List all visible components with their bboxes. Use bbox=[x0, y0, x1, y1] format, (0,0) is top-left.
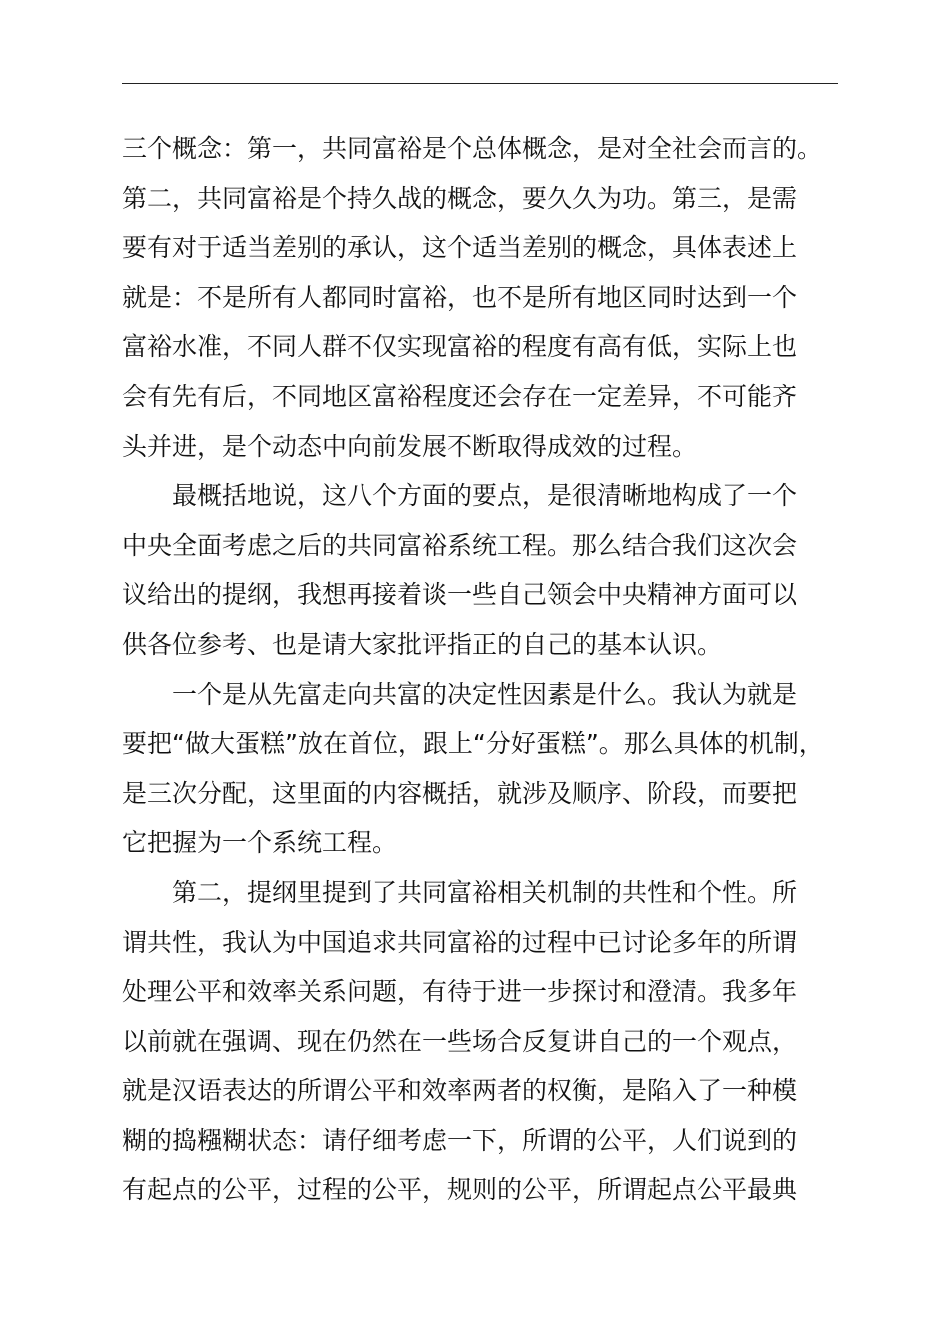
text-line: 就是汉语表达的所谓公平和效率两者的权衡，是陷入了一种模 bbox=[122, 1076, 798, 1106]
text-line: 中央全面考虑之后的共同富裕系统工程。那么结合我们这次会 bbox=[122, 530, 798, 560]
text-line: 三个概念：第一，共同富裕是个总体概念，是对全社会而言的。 bbox=[122, 134, 823, 163]
header-rule bbox=[122, 83, 838, 84]
text-line: 是三次分配，这里面的内容概括，就涉及顺序、阶段，而要把 bbox=[122, 778, 798, 808]
text-line: 会有先有后，不同地区富裕程度还会存在一定差异，不可能齐 bbox=[122, 381, 798, 411]
paragraph-start-line: 一个是从先富走向共富的决定性因素是什么。我认为就是 bbox=[172, 679, 798, 709]
paragraph-start-line: 最概括地说，这八个方面的要点，是很清晰地构成了一个 bbox=[172, 481, 798, 511]
text-line: 议给出的提纲，我想再接着谈一些自己领会中央精神方面可以 bbox=[122, 580, 798, 610]
text-line: 谓共性，我认为中国追求共同富裕的过程中已讨论多年的所谓 bbox=[122, 927, 798, 957]
text-line: 要有对于适当差别的承认，这个适当差别的概念，具体表述上 bbox=[122, 233, 798, 263]
text-line: 糊的捣糨糊状态：请仔细考虑一下，所谓的公平，人们说到的 bbox=[122, 1125, 798, 1155]
body-text bbox=[122, 124, 838, 1215]
text-line: 头并进，是个动态中向前发展不断取得成效的过程。 bbox=[122, 431, 698, 461]
text-line: 处理公平和效率关系问题，有待于进一步探讨和澄清。我多年 bbox=[122, 977, 798, 1007]
text-line: 有起点的公平，过程的公平，规则的公平，所谓起点公平最典 bbox=[122, 1175, 798, 1205]
text-line: 富裕水准，不同人群不仅实现富裕的程度有高有低，实际上也 bbox=[122, 332, 798, 362]
text-line: 第二，共同富裕是个持久战的概念，要久久为功。第三，是需 bbox=[122, 183, 798, 213]
text-line: 供各位参考、也是请大家批评指正的自己的基本认识。 bbox=[122, 629, 723, 659]
paragraph-start-line: 第二，提纲里提到了共同富裕相关机制的共性和个性。所 bbox=[172, 877, 798, 907]
text-line: 以前就在强调、现在仍然在一些场合反复讲自己的一个观点， bbox=[122, 1026, 798, 1056]
text-line: 要把“做大蛋糕”放在首位，跟上“分好蛋糕”。那么具体的机制， bbox=[122, 729, 824, 759]
text-line: 就是：不是所有人都同时富裕，也不是所有地区同时达到一个 bbox=[122, 282, 798, 312]
text-line: 它把握为一个系统工程。 bbox=[122, 828, 398, 858]
